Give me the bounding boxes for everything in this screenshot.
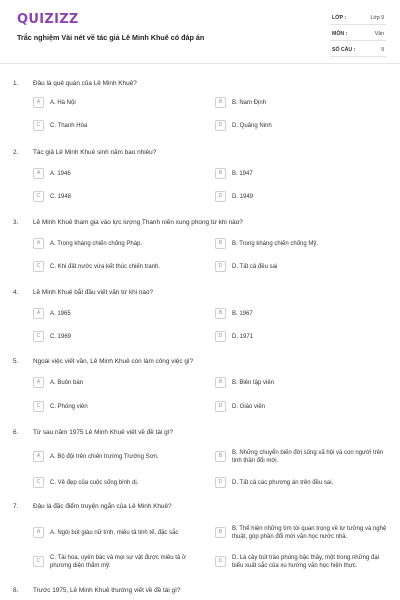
meta-row-grade — [330, 12, 386, 25]
quizizz-logo: QUIZIZZ — [17, 12, 79, 27]
header-divider — [0, 63, 400, 64]
option-text: D. Tất cả các phương án trên đều sai. — [232, 480, 334, 486]
option-text: D. Là cây bút trào phúng bậc thầy, một trong những đại biểu xuất sắc của xu hướng văn học hiện thực. — [232, 555, 379, 569]
option-text: B. Thể hiện những tìm tòi quan trọng về tư tưởng và nghệ thuật, góp phần đổi mới văn học nước nhà. — [232, 526, 387, 540]
question-number: 6. — [13, 429, 19, 436]
question-number: 5. — [13, 358, 19, 365]
option-text: D. Giáo viên — [232, 404, 266, 410]
option-letter-box: C — [33, 261, 44, 272]
option-text: B. Trong kháng chiến chống Mỹ. — [232, 241, 319, 247]
option-letter-box: A — [33, 527, 44, 538]
option-text: C. 1969 — [50, 334, 72, 340]
option-letter-box: C — [33, 477, 44, 488]
page-title: Trắc nghiệm Vài nét về tác giả Lê Minh Khuê có đáp án — [17, 33, 205, 42]
option-text: A. 1946 — [50, 171, 71, 177]
question-number: 7. — [13, 503, 19, 510]
option-letter-box: C — [33, 401, 44, 412]
meta-row-subject — [330, 28, 386, 41]
option-letter-box: A — [33, 377, 44, 388]
question-text: Đâu là đặc điểm truyện ngắn của Lê Minh Khuê? — [33, 503, 172, 510]
option-letter-box: A — [33, 451, 44, 462]
option-text: B. 1947 — [232, 171, 253, 177]
option-letter-box: D — [215, 401, 226, 412]
option-text: A. 1965 — [50, 311, 71, 317]
option-letter-box: C — [33, 556, 44, 567]
question-number: 4. — [13, 289, 19, 296]
option-text: C. 1948 — [50, 194, 72, 200]
option-letter-box: B — [215, 377, 226, 388]
option-letter-box: C — [33, 120, 44, 131]
option-letter-box: C — [33, 331, 44, 342]
option-letter-box: B — [215, 97, 226, 108]
option-text: C. Tài hoa, uyên bác và mọi sự vật được miêu tả ở phương diện thẩm mỹ. — [50, 555, 186, 569]
option-letter-box: B — [215, 308, 226, 319]
option-letter-box: A — [33, 238, 44, 249]
meta-value: Lớp 9 — [370, 15, 384, 21]
meta-panel — [330, 12, 386, 60]
option-text: C. Vẻ đẹp của cuộc sống bình dị. — [50, 480, 139, 486]
question-text: Ngoài việc viết văn, Lê Minh Khuê còn làm công việc gì? — [33, 358, 194, 365]
option-text: D. 1971 — [232, 334, 254, 340]
option-text: A. Ngòi bút giàu nữ tính, miêu tả tinh tế, đặc sắc — [50, 530, 179, 536]
question-text: Trước 1975, Lê Minh Khuê thường viết về đề tài gì? — [33, 587, 181, 594]
option-letter-box: A — [33, 168, 44, 179]
option-letter-box: B — [215, 527, 226, 538]
option-letter-box: B — [215, 451, 226, 462]
meta-label: SỐ CÂU : — [332, 47, 356, 53]
option-letter-box: B — [215, 168, 226, 179]
option-text: D. Tất cả đều sai — [232, 264, 278, 270]
option-text: B. Những chuyển biến đời sống xã hội và con người trên tinh thần đổi mới. — [232, 450, 384, 464]
option-letter-box: D — [215, 556, 226, 567]
option-text: B. Nam Định — [232, 100, 267, 106]
meta-value: 9 — [381, 47, 384, 53]
option-text: D. Quảng Ninh — [232, 123, 272, 129]
option-text: A. Hà Nội — [50, 100, 76, 106]
option-letter-box: D — [215, 477, 226, 488]
option-text: D. 1949 — [232, 194, 254, 200]
option-text: A. Bộ đội trên chiến trường Trường Sơn. — [50, 454, 159, 460]
meta-value: Văn — [374, 31, 384, 37]
question-number: 1. — [13, 80, 19, 87]
question-number: 8. — [13, 587, 19, 594]
meta-label: LỚP : — [332, 15, 347, 21]
option-letter-box: D — [215, 191, 226, 202]
meta-row-count — [330, 44, 386, 57]
option-text: C. Thanh Hóa — [50, 123, 88, 129]
option-text: A. Trong kháng chiến chống Pháp. — [50, 241, 143, 247]
question-text: Lê Minh Khuê bắt đầu viết văn từ khi nào? — [33, 289, 154, 296]
option-letter-box: A — [33, 308, 44, 319]
option-text: B. Biên tập viên — [232, 380, 275, 386]
question-text: Từ sau năm 1975 Lê Minh Khuê viết về đề tài gì? — [33, 429, 173, 436]
option-letter-box: C — [33, 191, 44, 202]
option-letter-box: A — [33, 97, 44, 108]
option-text: C. Khi đất nước vừa kết thúc chiến tranh. — [50, 264, 161, 270]
question-number: 3. — [13, 219, 19, 226]
option-letter-box: D — [215, 331, 226, 342]
option-text: B. 1967 — [232, 311, 253, 317]
worksheet-header — [0, 0, 400, 62]
meta-label: MÔN : — [332, 31, 348, 37]
question-text: Lê Minh Khuê tham gia vào lực lượng Thanh niên xung phong từ khi nào? — [33, 219, 243, 226]
option-letter-box: D — [215, 120, 226, 131]
question-text: Đâu là quê quán của Lê Minh Khuê? — [33, 80, 137, 87]
option-letter-box: D — [215, 261, 226, 272]
question-text: Tác giả Lê Minh Khuê sinh năm bao nhiêu? — [33, 149, 157, 156]
option-text: C. Phóng viên — [50, 404, 88, 410]
question-number: 2. — [13, 149, 19, 156]
option-text: A. Buôn bán — [50, 380, 84, 386]
option-letter-box: B — [215, 238, 226, 249]
